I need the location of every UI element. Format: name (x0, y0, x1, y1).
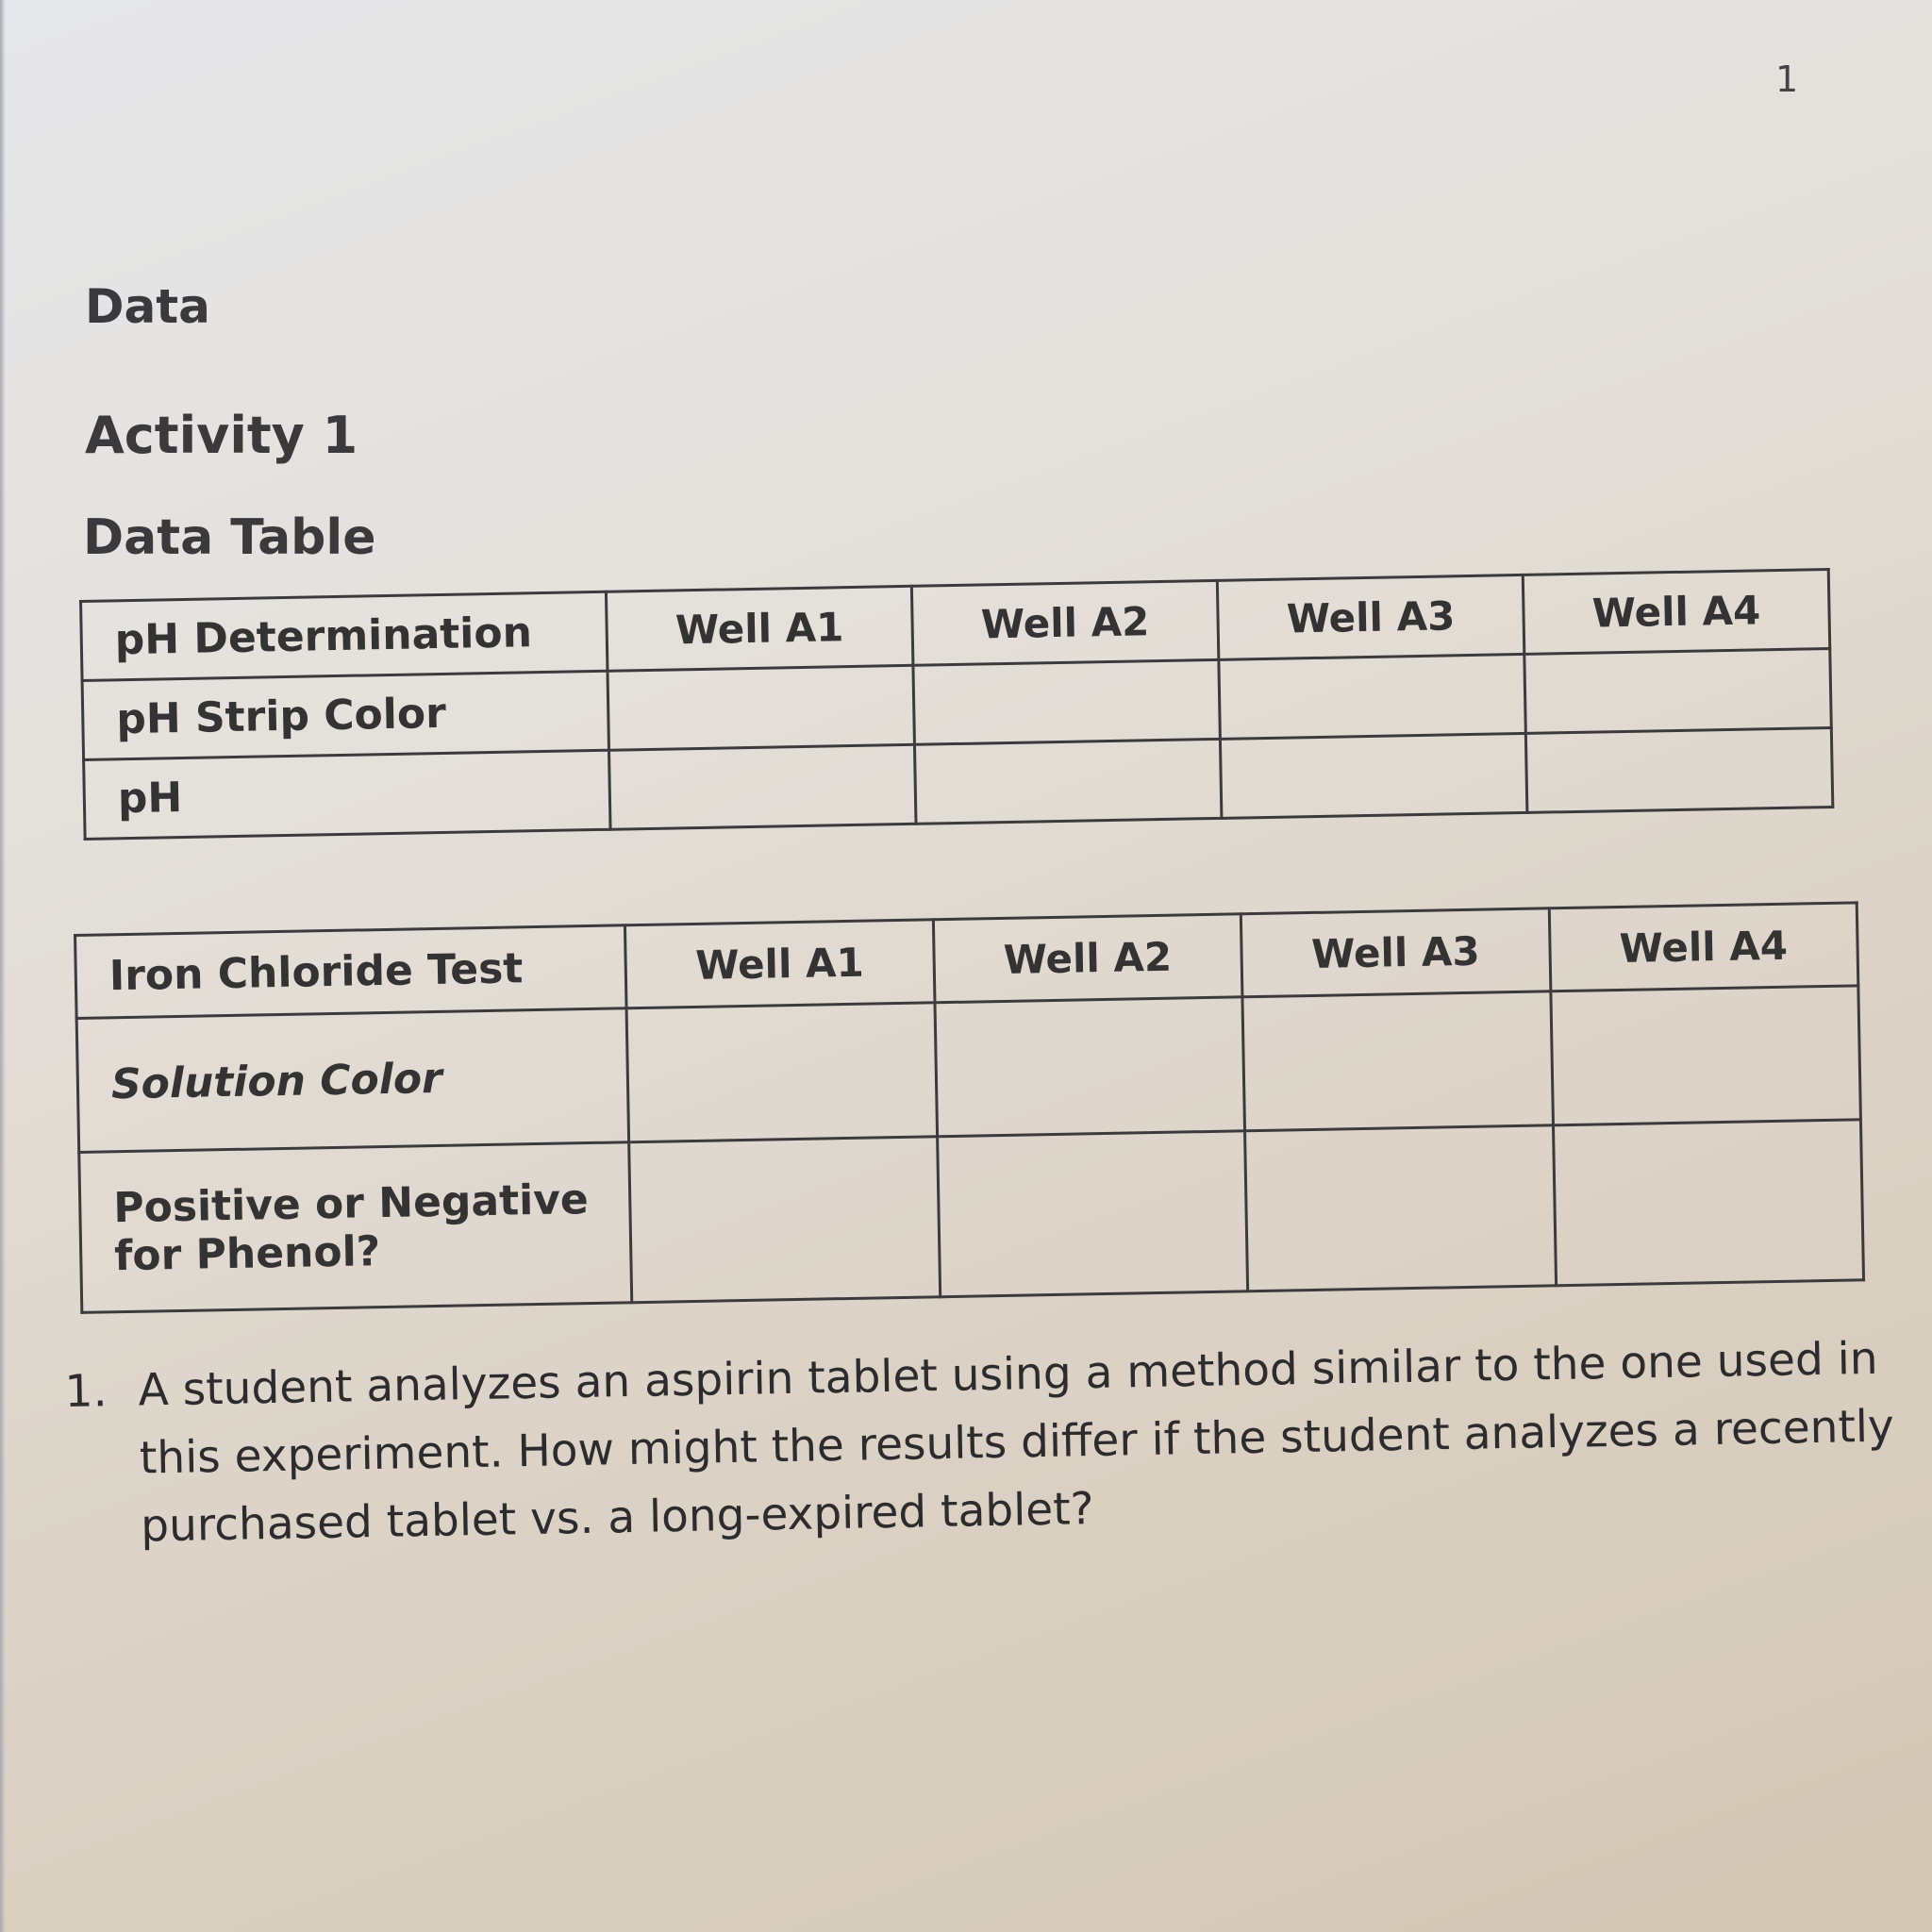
page-number: 1 (1775, 58, 1799, 100)
row-label-solution-color: Solution Color (76, 1008, 629, 1153)
blank-cell (913, 659, 1220, 744)
blank-cell (914, 739, 1221, 824)
table-row (79, 1120, 1864, 1313)
data-table-heading: Data Table (83, 509, 376, 566)
page-edge-shadow (0, 0, 6, 1932)
column-header-well-a2: Well A2 (933, 914, 1242, 1003)
blank-cell (1553, 1120, 1864, 1286)
blank-cell (1220, 733, 1526, 818)
blank-cell (1525, 727, 1832, 812)
row-label-ph-strip-color: pH Strip Color (82, 671, 608, 759)
row-label-positive-or-negative-for-phenol: Positive or Negative for Phenol? (79, 1142, 632, 1313)
blank-cell (1550, 986, 1860, 1125)
blank-cell (608, 665, 914, 750)
blank-cell (609, 744, 916, 829)
blank-cell (1219, 654, 1525, 739)
blank-cell (1524, 649, 1831, 734)
column-header-well-a1: Well A1 (625, 920, 934, 1008)
column-header-well-a4: Well A4 (1523, 570, 1829, 655)
blank-cell (629, 1137, 941, 1303)
column-header-well-a4: Well A4 (1549, 903, 1858, 991)
blank-cell (1245, 1125, 1557, 1291)
question-number: 1. (64, 1365, 108, 1418)
blank-cell (1242, 991, 1553, 1131)
blank-cell (937, 1131, 1248, 1297)
question-1 (64, 1324, 1917, 1562)
column-header-well-a3: Well A3 (1241, 908, 1550, 997)
column-header-well-a3: Well A3 (1217, 575, 1524, 659)
activity-heading: Activity 1 (85, 406, 358, 465)
ph-determination-table (79, 568, 1834, 841)
blank-cell (934, 997, 1244, 1137)
iron-chloride-test-table (74, 901, 1865, 1314)
ph-determination-header: pH Determination (81, 591, 608, 680)
blank-cell (626, 1003, 937, 1142)
row-label-ph: pH (84, 750, 610, 839)
column-header-well-a1: Well A1 (606, 586, 912, 671)
question-text: A student analyzes an aspirin tablet using a method similar to the one used in this experiment. How might the results differ if the student analyzes a recently purchased tablet vs. a long-expired tablet? (138, 1332, 1895, 1553)
column-header-well-a2: Well A2 (911, 580, 1218, 665)
section-heading-data: Data (85, 279, 210, 334)
iron-chloride-test-header: Iron Chloride Test (75, 925, 627, 1019)
